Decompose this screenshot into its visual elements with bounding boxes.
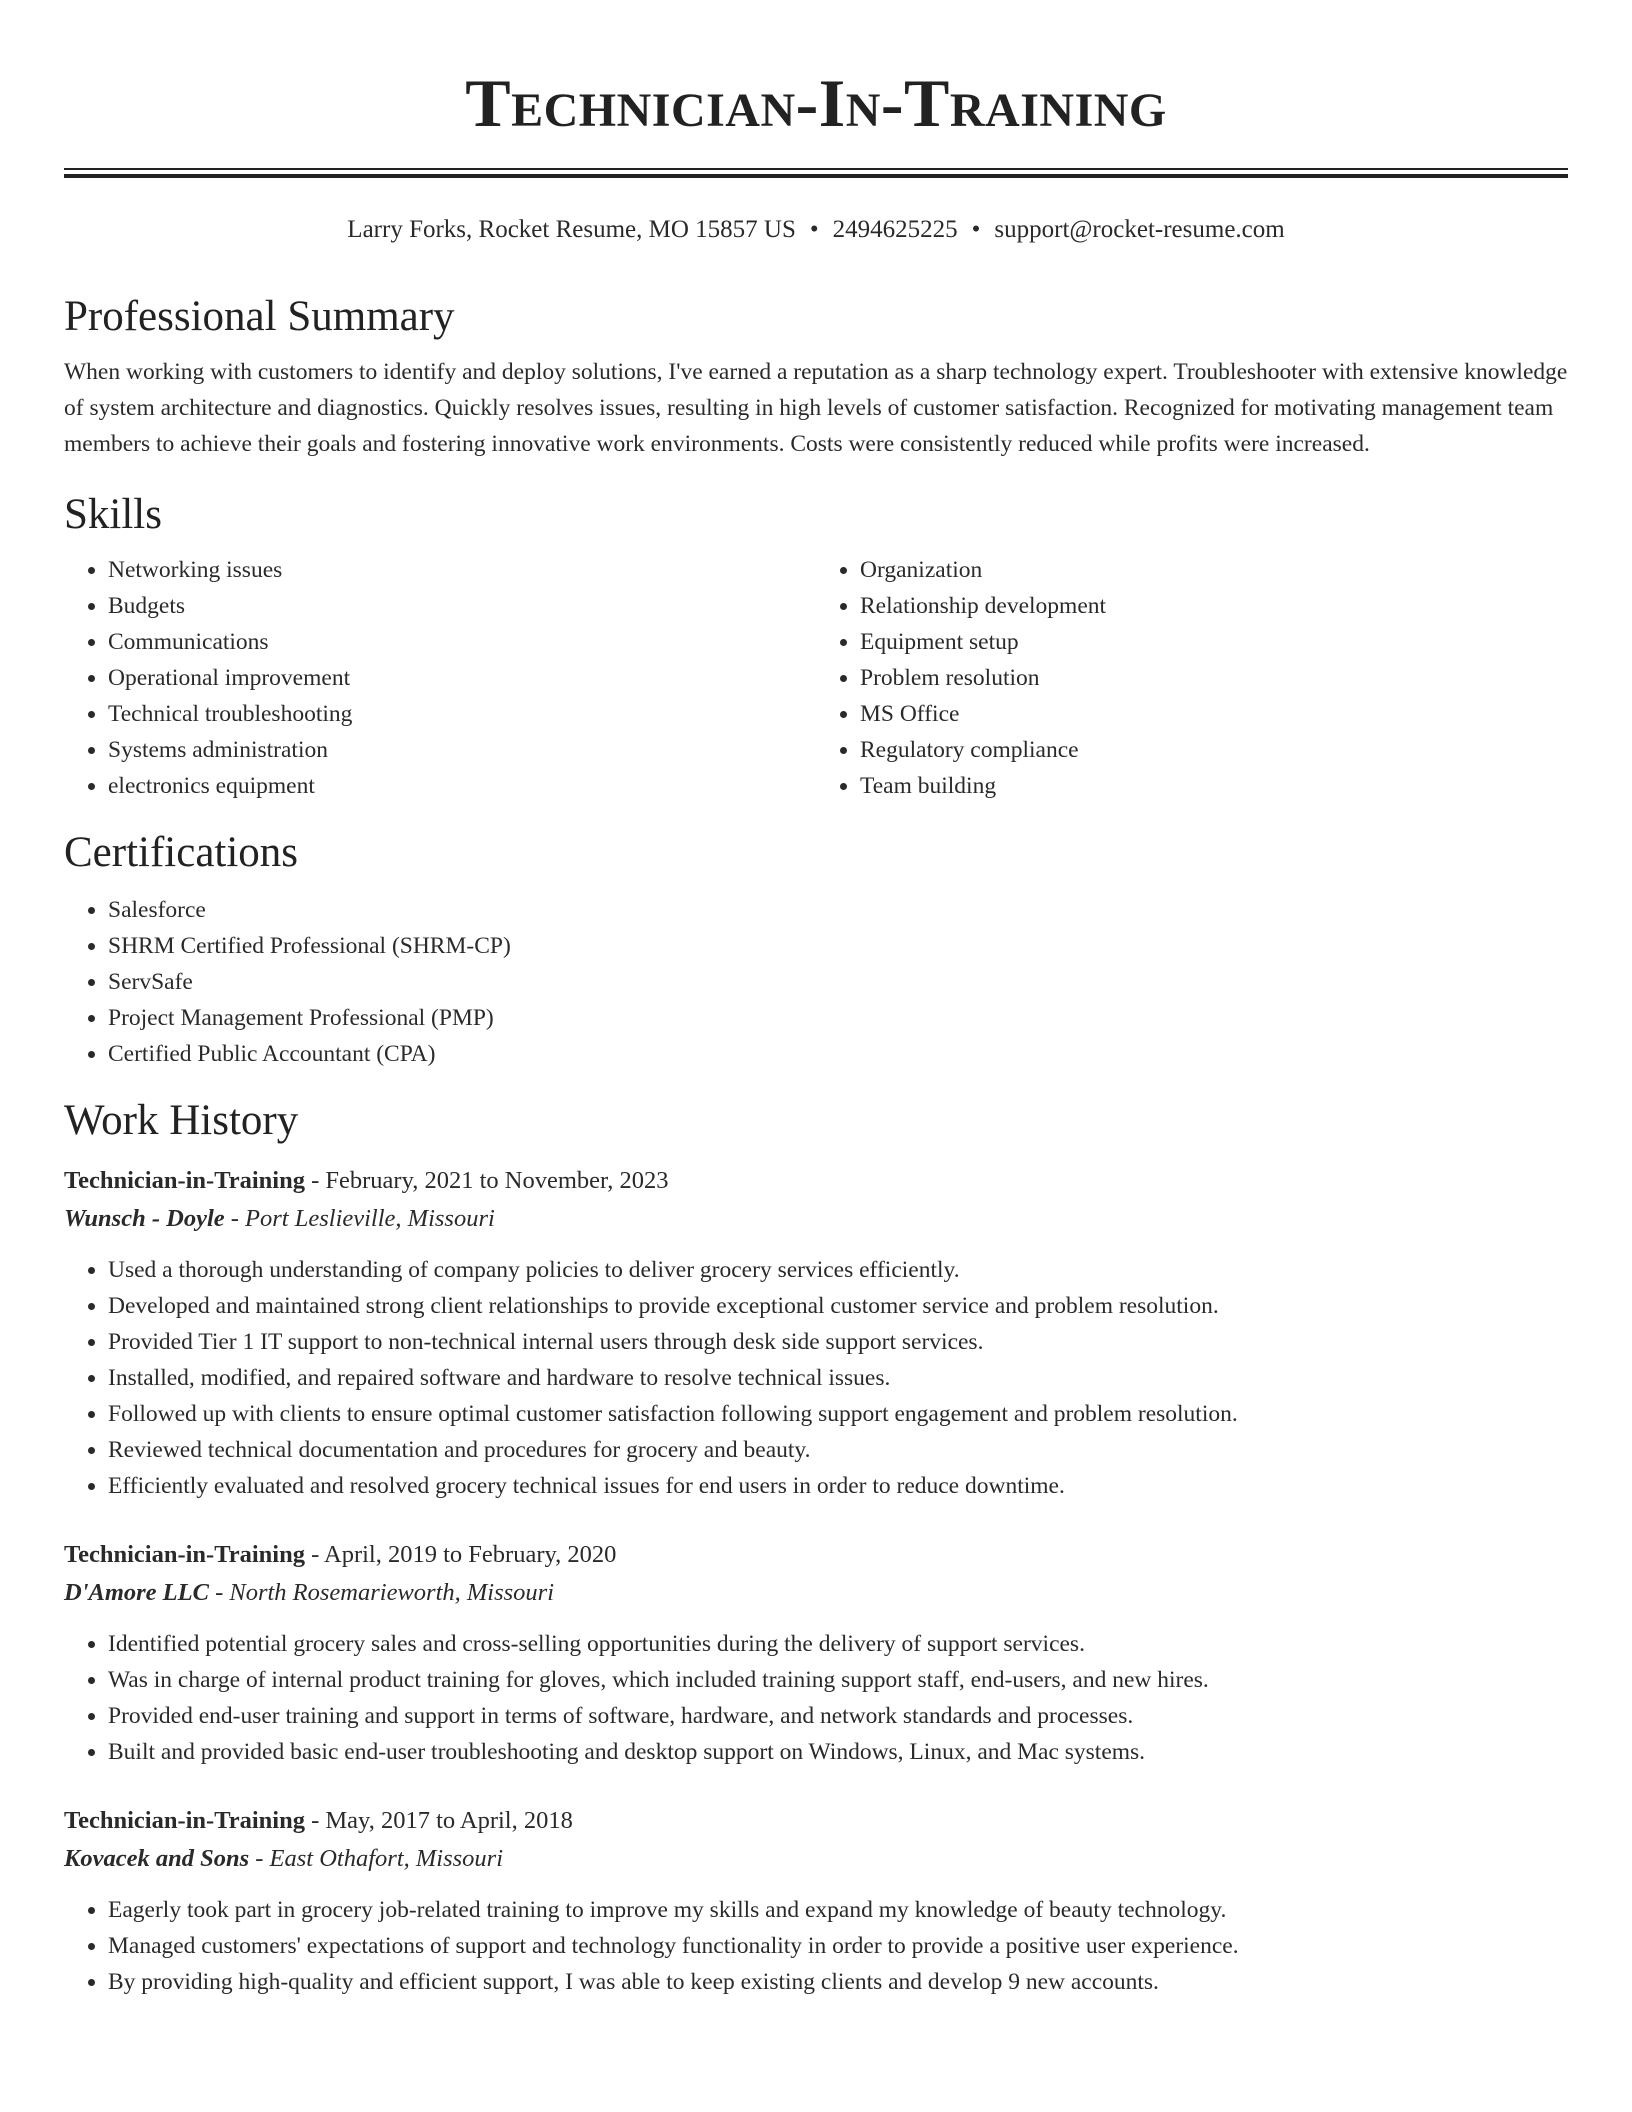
job-bullets [64, 1892, 1568, 2000]
company-name: Wunsch - Doyle [64, 1205, 225, 1232]
company-line [64, 1574, 1568, 1612]
job-bullet: • Installed, modified, and repaired software and hardware to resolve technical issues. [108, 1360, 1568, 1396]
skill-item: • Relationship development [860, 588, 1568, 624]
company-location: - Port Leslieville, Missouri [224, 1205, 495, 1232]
skill-item: • Systems administration [108, 732, 816, 768]
job-bullet: • Identified potential grocery sales and cross-selling opportunities during the delivery of support services. [108, 1626, 1568, 1662]
company-name: Kovacek and Sons [64, 1845, 250, 1872]
job-title: Technician-in-Training [64, 1167, 305, 1194]
skills-list-left [64, 552, 816, 804]
certifications-list [64, 892, 1568, 1072]
job-title-line [64, 1162, 1568, 1200]
contact-phone: 2494625225 [832, 216, 958, 243]
summary-heading: Professional Summary [64, 293, 455, 340]
company-location: - North Rosemarieworth, Missouri [208, 1579, 555, 1606]
resume-page [64, 0, 1568, 2000]
skill-item: • Equipment setup [860, 624, 1568, 660]
contact-separator: • [809, 216, 819, 243]
job-bullet: • Provided end-user training and support in terms of software, hardware, and network standards and processes. [108, 1698, 1568, 1734]
skill-item: • Team building [860, 768, 1568, 804]
contact-separator: • [971, 216, 981, 243]
skill-item: • Operational improvement [108, 660, 816, 696]
company-location: - East Othafort, Missouri [249, 1845, 504, 1872]
job-title-line [64, 1536, 1568, 1574]
job-title: Technician-in-Training [64, 1807, 305, 1834]
skill-item: • electronics equipment [108, 768, 816, 804]
summary-text: When working with customers to identify and deploy solutions, I've earned a reputation as a sharp technology expert. Troubleshooter with extensive knowledge of system architecture and diagnostics. Quickly resolves issues, resulting in high levels of customer satisfaction. Recognized for motivating management team members to achieve their goals and fostering innovative work environments. Costs were consistently reduced while profits were increased. [64, 359, 1568, 457]
job-bullet: • Provided Tier 1 IT support to non-technical internal users through desk side support services. [108, 1324, 1568, 1360]
job-bullet: • Efficiently evaluated and resolved grocery technical issues for end users in order to reduce downtime. [108, 1468, 1568, 1504]
company-name: D'Amore LLC [64, 1579, 209, 1606]
job-bullet: • Eagerly took part in grocery job-related training to improve my skills and expand my knowledge of beauty technology. [108, 1892, 1568, 1928]
contact-line [64, 214, 1568, 246]
job-bullet: • By providing high-quality and efficient support, I was able to keep existing clients and develop 9 new accounts. [108, 1964, 1568, 2000]
skills-columns [64, 552, 1568, 804]
job-bullet: • Developed and maintained strong client relationships to provide exceptional customer service and problem resolution. [108, 1288, 1568, 1324]
skill-item: • Budgets [108, 588, 816, 624]
certification-item: • SHRM Certified Professional (SHRM-CP) [108, 928, 1568, 964]
job-entry [64, 1802, 1568, 2000]
job-bullet: • Followed up with clients to ensure optimal customer satisfaction following support engagement and problem resolution. [108, 1396, 1568, 1432]
job-title: Technician-in-Training [64, 1541, 305, 1568]
certifications-heading: Certifications [64, 829, 299, 876]
certification-item: • Certified Public Accountant (CPA) [108, 1036, 1568, 1072]
skill-item: • Communications [108, 624, 816, 660]
skill-item: • Regulatory compliance [860, 732, 1568, 768]
job-title-line [64, 1802, 1568, 1840]
job-dates: - April, 2019 to February, 2020 [304, 1541, 617, 1568]
company-line [64, 1840, 1568, 1878]
job-entry [64, 1162, 1568, 1504]
job-dates: - May, 2017 to April, 2018 [304, 1807, 573, 1834]
company-line [64, 1200, 1568, 1238]
certification-item: • ServSafe [108, 964, 1568, 1000]
job-entry [64, 1536, 1568, 1770]
work-history-heading: Work History [64, 1097, 299, 1144]
job-bullets [64, 1626, 1568, 1770]
job-dates: - February, 2021 to November, 2023 [304, 1167, 669, 1194]
contact-address: Larry Forks, Rocket Resume, MO 15857 US [347, 216, 796, 243]
resume-title: Technician-In-Training [465, 65, 1167, 141]
skill-item: • Problem resolution [860, 660, 1568, 696]
skill-item: • Networking issues [108, 552, 816, 588]
certification-item: • Salesforce [108, 892, 1568, 928]
job-bullet: • Managed customers' expectations of support and technology functionality in order to provide a positive user experience. [108, 1928, 1568, 1964]
job-bullet: • Used a thorough understanding of company policies to deliver grocery services efficiently. [108, 1252, 1568, 1288]
skills-list-right [816, 552, 1568, 804]
skill-item: • MS Office [860, 696, 1568, 732]
job-bullet: • Built and provided basic end-user troubleshooting and desktop support on Windows, Linux, and Mac systems. [108, 1734, 1568, 1770]
job-bullet: • Was in charge of internal product training for gloves, which included training support staff, end-users, and new hires. [108, 1662, 1568, 1698]
skills-heading: Skills [64, 491, 162, 538]
title-divider [64, 168, 1568, 178]
job-bullets [64, 1252, 1568, 1504]
job-bullet: • Reviewed technical documentation and procedures for grocery and beauty. [108, 1432, 1568, 1468]
skill-item: • Technical troubleshooting [108, 696, 816, 732]
certification-item: • Project Management Professional (PMP) [108, 1000, 1568, 1036]
contact-email: support@rocket-resume.com [994, 216, 1285, 243]
skill-item: • Organization [860, 552, 1568, 588]
